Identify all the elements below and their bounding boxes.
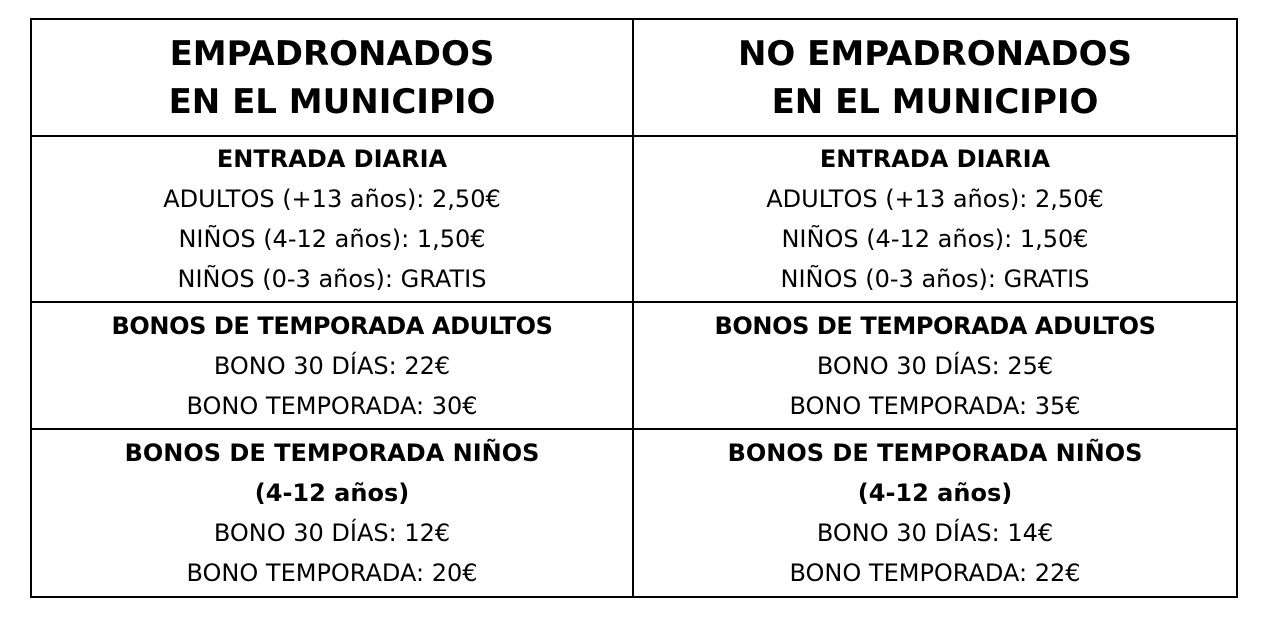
header-cell-residents [31,19,633,136]
daily-entry-cell-non-residents [633,136,1237,302]
section-title: BONOS DE TEMPORADA ADULTOS [714,311,1156,340]
header-line: NO EMPADRONADOS [737,33,1133,74]
price-table [30,18,1238,598]
daily-entry-row [31,136,1237,302]
header-line: EN EL MUNICIPIO [168,81,496,122]
price-line: NIÑOS (4-12 años): 1,50€ [781,225,1089,253]
price-line: BONO 30 DÍAS: 12€ [213,519,451,547]
header-row [31,19,1237,136]
price-line: ADULTOS (+13 años): 2,50€ [163,185,501,213]
header-line: EMPADRONADOS [169,33,495,74]
adult-passes-cell-residents [31,302,633,429]
section-title: ENTRADA DIARIA [819,145,1051,173]
section-subtitle: (4-12 años) [254,479,410,507]
section-title: BONOS DE TEMPORADA ADULTOS [111,311,553,340]
price-line: BONO TEMPORADA: 22€ [789,559,1081,587]
kids-passes-row [31,429,1237,597]
header-cell-non-residents [633,19,1237,136]
section-title: BONOS DE TEMPORADA NIÑOS [124,439,540,467]
price-line: NIÑOS (0-3 años): GRATIS [177,265,487,293]
section-title: ENTRADA DIARIA [216,145,448,173]
price-line: BONO 30 DÍAS: 25€ [816,351,1054,380]
adult-passes-cell-non-residents [633,302,1237,429]
kids-passes-cell-non-residents [633,429,1237,597]
header-line: EN EL MUNICIPIO [771,81,1099,122]
price-line: BONO TEMPORADA: 20€ [186,559,478,587]
price-line: NIÑOS (4-12 años): 1,50€ [178,225,486,253]
daily-entry-cell-residents [31,136,633,302]
price-line: ADULTOS (+13 años): 2,50€ [766,185,1104,213]
price-line: BONO TEMPORADA: 35€ [789,391,1081,420]
price-line: BONO 30 DÍAS: 14€ [816,519,1054,547]
price-line: NIÑOS (0-3 años): GRATIS [780,265,1090,293]
price-line: BONO 30 DÍAS: 22€ [213,351,451,380]
section-title: BONOS DE TEMPORADA NIÑOS [727,439,1143,467]
kids-passes-cell-residents [31,429,633,597]
adult-passes-row [31,302,1237,429]
section-subtitle: (4-12 años) [857,479,1013,507]
price-line: BONO TEMPORADA: 30€ [186,391,478,420]
